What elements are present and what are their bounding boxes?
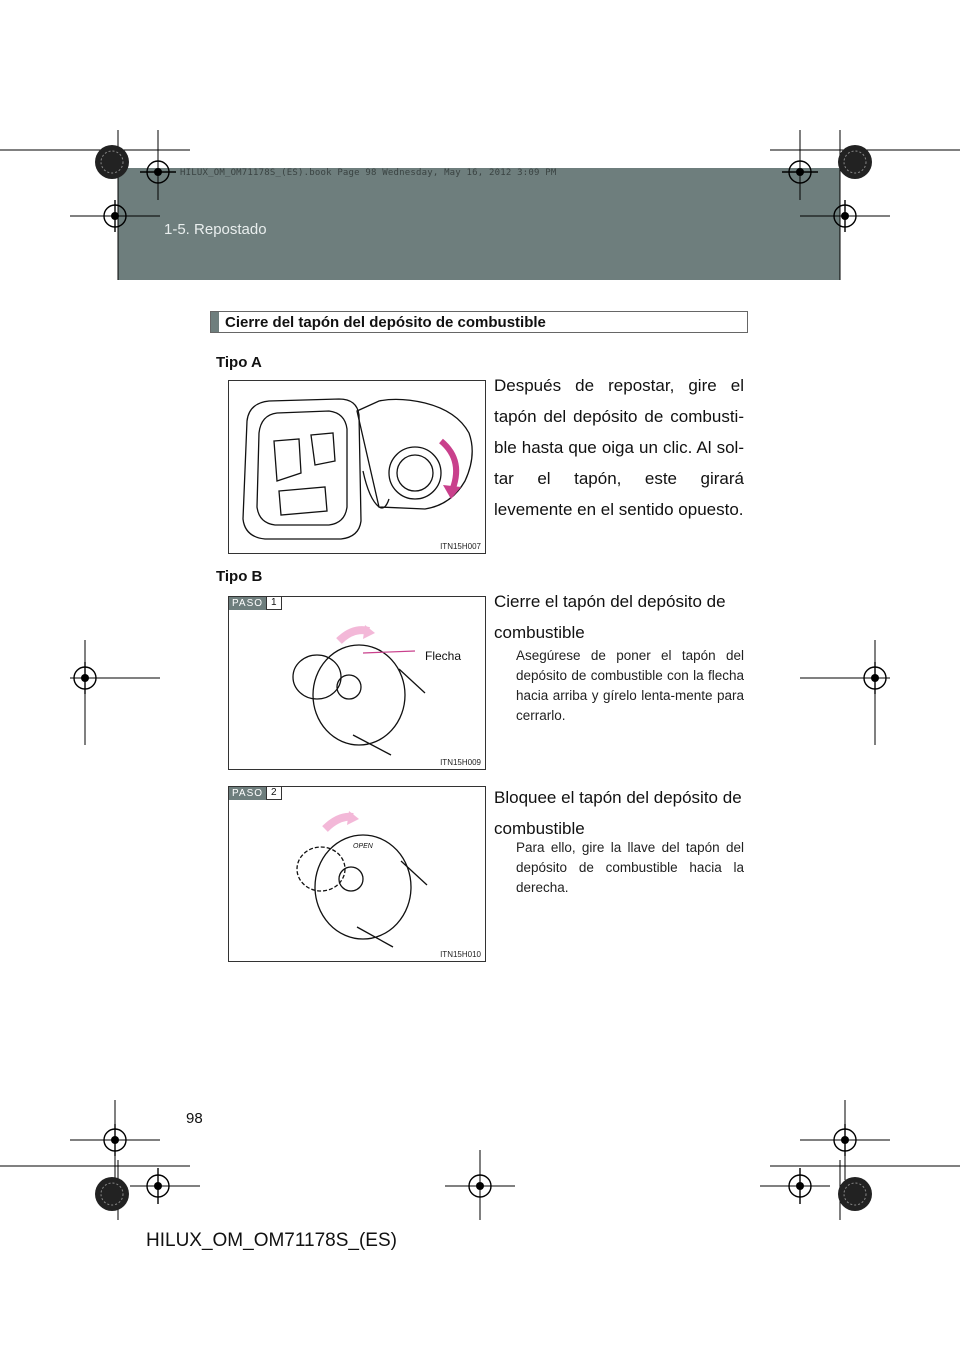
step-badge (229, 597, 282, 610)
topic-title: Cierre del tapón del depósito de combustible (225, 314, 546, 331)
footer-doc-code: HILUX_OM_OM71178S_(ES) (146, 1230, 397, 1251)
step-2-note: Para ello, gire la llave del tapón del depósito de combustible hacia la derecha. (516, 840, 744, 895)
step-badge-number: 1 (266, 597, 282, 610)
fuel-door-illustration (229, 381, 485, 553)
step-1-note: Asegúrese de poner el tapón del depósito de combustible con la flecha hacia arriba y gírelo lenta-mente para cerrarlo. (516, 648, 744, 723)
fuel-cap-illustration (229, 597, 485, 769)
tipo-a-text: Después de repostar, gire el tapón del depósito de combusti-ble hasta que oiga un clic. Al sol-tar el tapón, este girará levemente en el sentido opuesto. (494, 376, 744, 519)
step-badge-word: PASO (229, 597, 266, 610)
step-2-title: Bloquee el tapón del depósito de combustible (494, 788, 742, 838)
cap-open-label: OPEN (353, 843, 373, 850)
step-1-title: Cierre el tapón del depósito de combustible (494, 592, 726, 642)
topic-bar (210, 311, 748, 333)
figure-tipo-a (228, 380, 486, 554)
figure-code: ITN15H009 (440, 758, 481, 767)
fuel-cap-lock-illustration (229, 787, 485, 961)
figure-code: ITN15H007 (440, 542, 481, 551)
callout-flecha: Flecha (425, 649, 462, 663)
step-badge (229, 787, 282, 800)
figure-code: ITN15H010 (440, 950, 481, 959)
file-stamp: HILUX_OM_OM71178S_(ES).book Page 98 Wednesday, May 16, 2012 3:09 PM (180, 168, 557, 178)
figure-step-1 (228, 596, 486, 770)
topic-accent (211, 312, 219, 332)
tipo-a-heading: Tipo A (216, 354, 262, 371)
page-number: 98 (186, 1110, 203, 1127)
section-label: 1-5. Repostado (164, 221, 267, 238)
tipo-b-heading: Tipo B (216, 568, 263, 585)
figure-step-2 (228, 786, 486, 962)
step-badge-number: 2 (266, 787, 282, 800)
step-badge-word: PASO (229, 787, 266, 800)
